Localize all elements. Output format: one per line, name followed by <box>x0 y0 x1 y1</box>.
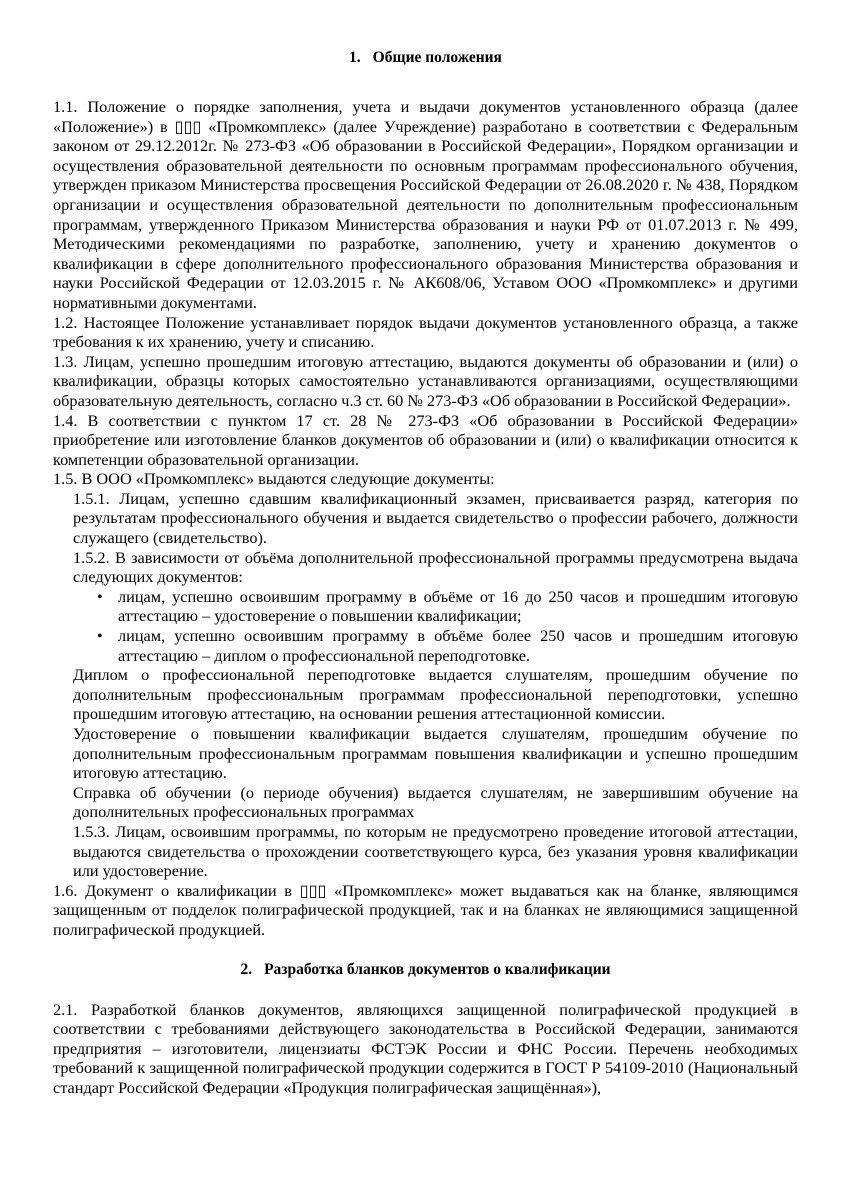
paragraph-2-1: 2.1. Разработкой бланков документов, являющихся защищенной полиграфической продукцией в соответствии с требованиями действующего законодательства в Российской Федерации, занимаются предприятия – изготовители, лицензиаты ФСТЭК России и ФНС России. Перечень необходимых требований к защищенной полиграфической продукции содержится в ГОСТ Р 54109-2010 (Национальный стандарт Российской Федерации «Продукция полиграфическая защищённая»), <box>53 999 798 1097</box>
bullet-icon: • <box>97 586 103 606</box>
paragraph-1-4: 1.4. В соответствии с пунктом 17 ст. 28 № 273-ФЗ «Об образовании в Российской Федерации» приобретение или изготовление бланков документов об образовании и (или) о квалификации относится к компетенции образовательной организации. <box>53 410 798 469</box>
list-item <box>53 587 798 626</box>
paragraph-certificate: Удостоверение о повышении квалификации выдается слушателям, прошедшим обучение по дополнительным профессиональным программам повышения квалификации и успешно прошедшим итоговую аттестацию. <box>73 724 798 783</box>
section-1-heading <box>53 48 798 68</box>
list-item-text: лицам, успешно освоившим программу в объёме более 250 часов и прошедшим итоговую аттестацию – диплом о профессиональной переподготовке. <box>118 626 798 665</box>
list-item <box>53 626 798 665</box>
paragraph-1-5-3: 1.5.3. Лицам, освоившим программы, по которым не предусмотрено проведение итоговой аттестации, выдаются свидетельства о прохождении соответствующего курса, без указания уровня квалификации или удостоверение. <box>73 821 798 881</box>
paragraph-1-1: 1.1. Положение о порядке заполнения, учета и выдачи документов установленного образца (далее «Положение») в ▯▯▯ «Промкомплекс» (далее Учреждение) разработано в соответствии с Федеральным законом от 29.12.2012г. № 273-ФЗ «Об образовании в Российской Федерации», Порядком организации и осуществления образовательной деятельности по основным программам профессионального обучения, утвержден приказом Министерства просвещения Российской Федерации от 26.08.2020 г. № 438, Порядком организации и осуществления образовательной деятельности по дополнительным профессиональным программам, утвержденного Приказом Министерства образования и науки РФ от 01.07.2013 г. № 499, Методическими рекомендациями по разработке, заполнению, учету и хранению документов о квалификации в сфере дополнительного профессионального образования Министерства образования и науки Российской Федерации от 12.03.2015 г. № АК608/06, Уставом ООО «Промкомплекс» и другими нормативными документами. <box>53 97 798 312</box>
bullet-icon: • <box>97 626 103 646</box>
section-title: Общие положения <box>372 49 502 66</box>
paragraph-reference: Справка об обучении (о периоде обучения) выдается слушателям, не завершившим обучение на дополнительных профессиональных программах <box>73 782 798 822</box>
list-item-text: лицам, успешно освоившим программу в объёме от 16 до 250 часов и прошедшим итоговую аттестацию – удостоверение о повышении квалификации; <box>118 586 798 626</box>
paragraph-1-6: 1.6. Документ о квалификации в ▯▯▯ «Промкомплекс» может выдаваться как на бланке, являющимся защищенным от подделок полиграфической продукцией, так и на бланках не являющимися защищенной полиграфической продукцией. <box>53 880 798 939</box>
section-title: Разработка бланков документов о квалификации <box>264 960 611 978</box>
document-page <box>53 48 798 1098</box>
paragraph-1-2: 1.2. Настоящее Положение устанавливает порядок выдачи документов установленного образца, а также требования к их хранению, учету и списанию. <box>53 312 798 352</box>
paragraph-1-5: 1.5. В ООО «Промкомплекс» выдаются следующие документы: <box>53 469 495 489</box>
document-types-list <box>53 587 798 665</box>
paragraph-diploma: Диплом о профессиональной переподготовке выдается слушателям, прошедшим обучение по дополнительным профессиональным программам профессиональной переподготовки, успешно прошедшим итоговую аттестацию, на основании решения аттестационной комиссии. <box>73 665 798 724</box>
paragraph-1-3: 1.3. Лицам, успешно прошедшим итоговую аттестацию, выдаются документы об образовании и (или) о квалификации, образцы которых самостоятельно устанавливаются организациями, осуществляющими образовательную деятельность, согласно ч.3 ст. 60 № 273-ФЗ «Об образовании в Российской Федерации». <box>53 351 798 410</box>
paragraph-1-5-2: 1.5.2. В зависимости от объёма дополнительной профессиональной программы предусмотрена выдача следующих документов: <box>73 547 798 587</box>
section-number: 1. <box>349 49 361 66</box>
section-2-heading <box>53 960 798 980</box>
paragraph-1-5-1: 1.5.1. Лицам, успешно сдавшим квалификационный экзамен, присваивается разряд, категория по результатам профессионального обучения и выдается свидетельство о профессии рабочего, должности служащего (свидетельство). <box>73 488 798 548</box>
section-number: 2. <box>240 960 253 978</box>
